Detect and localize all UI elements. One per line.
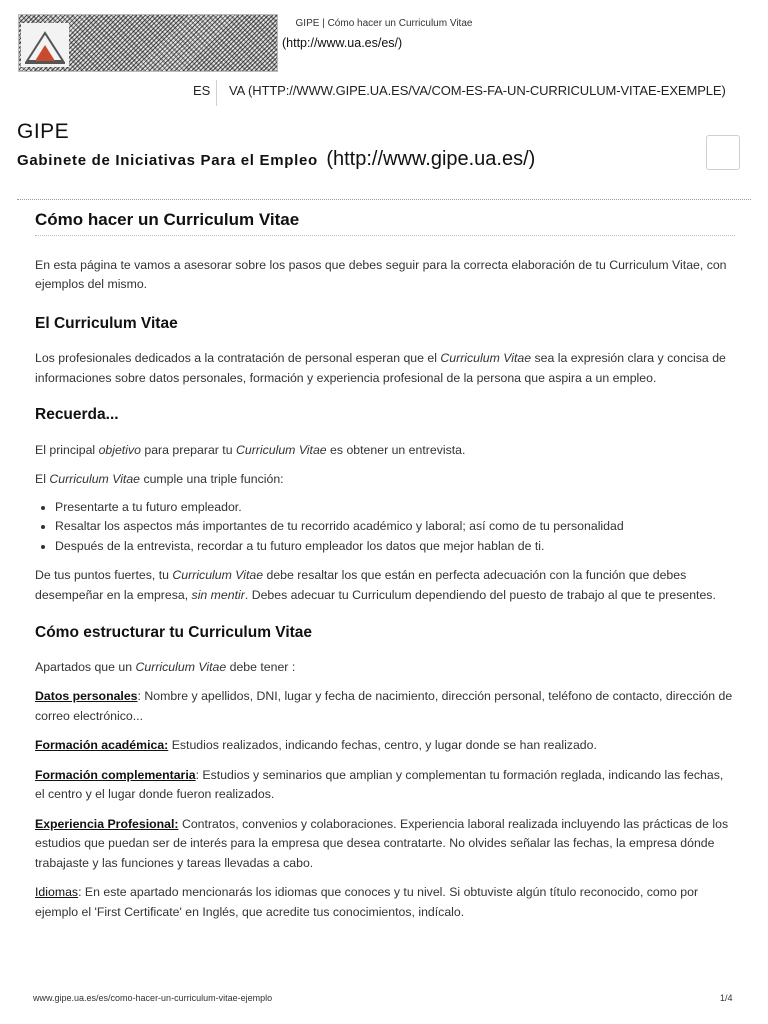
item-sep: : [78, 885, 82, 899]
article-title: Cómo hacer un Curriculum Vitae [35, 208, 735, 236]
text: debe resaltar los que están en perfecta adecuación con la función que debes desempeñar en la empresa, [35, 568, 687, 602]
item-key: Formación complementaria [35, 767, 196, 782]
university-logo[interactable] [18, 14, 278, 72]
item-key: Datos personales [35, 689, 138, 703]
section-heading-cv: El Curriculum Vitae [35, 314, 178, 332]
text-em: Curriculum Vitae [172, 568, 264, 582]
item-idiomas [35, 883, 735, 922]
recuerda-paragraph-2 [35, 470, 735, 490]
recuerda-paragraph-3 [35, 566, 735, 605]
site-title[interactable]: GIPE [17, 120, 70, 143]
text: De tus puntos fuertes, tu [35, 568, 173, 582]
text: Apartados que un [35, 659, 136, 674]
section-heading-estructura: Cómo estructurar tu Curriculum Vitae [35, 624, 313, 641]
section-heading-recuerda: Recuerda... [35, 406, 119, 423]
item-sep: : [137, 689, 141, 703]
print-footer [0, 993, 768, 1007]
text-em: sin mentir [191, 587, 245, 602]
site-subtitle-url[interactable]: (http://www.gipe.ua.es/) [326, 148, 536, 170]
function-list [35, 498, 735, 557]
list-item: • Presentarte a tu futuro empleador. [55, 498, 735, 518]
text: para preparar tu [140, 442, 236, 457]
footer-page-number: 1/4 [720, 993, 733, 1003]
item-formacion-academica [35, 736, 735, 756]
item-key: Idiomas [35, 885, 79, 899]
list-item: • Después de la entrevista, recordar a tu futuro empleador los datos que mejor hablan de ti. [55, 537, 735, 557]
text-em: Curriculum Vitae [49, 472, 141, 486]
lang-separator [216, 80, 217, 106]
text-em: objetivo [98, 442, 141, 457]
item-text: Contratos, convenios y colaboraciones. Experiencia laboral realizada incluyendo las prácticas de los estudios que puedan ser de interés para la empresa que desea contratarte. No olvides señalar las fechas, la empresa dónde trabajaste y las funciones y tareas llevadas a cabo. [35, 816, 729, 870]
item-text: En este apartado mencionarás los idiomas que conoces y tu nivel. Si obtuviste algún título reconocido, como por ejemplo el 'First Certificate' en Inglés, que acredite tus conocimientos, indícalo. [35, 885, 699, 919]
site-subtitle[interactable] [17, 148, 535, 171]
lang-va-link[interactable]: VA (HTTP://WWW.GIPE.UA.ES/VA/COM-ES-FA-UN-CURRICULUM-VITAE-EXEMPLE) [229, 83, 726, 98]
text: . Debes adecuar tu Curriculum dependiendo del puesto de trabajo al que te presentes. [244, 587, 716, 602]
item-text: Estudios y seminarios que amplian y complementan tu formación reglada, indicando las fechas, el centro y el lugar donde fueron realizados. [35, 767, 724, 801]
item-key: Formación académica: [35, 738, 169, 752]
item-experiencia-profesional [35, 815, 735, 874]
logo-link[interactable]: (http://www.ua.es/es/) [282, 36, 403, 50]
text-em: Curriculum Vitae [440, 351, 532, 365]
item-text: Estudios realizados, indicando fechas, centro, y lugar donde se han realizado. [168, 738, 597, 752]
logo-mark-icon [21, 23, 69, 67]
text: El [35, 472, 50, 486]
lang-es-link[interactable]: ES [193, 83, 211, 98]
article-intro: En esta página te vamos a asesorar sobre los pasos que debes seguir para la correcta elaboración de tu Curriculum Vitae, con ejemplos del mismo. [35, 257, 727, 291]
recuerda-paragraph-1 [35, 441, 735, 461]
list-item: • Resaltar los aspectos más importantes de tu recorrido académico y laboral; así como de tu personalidad [55, 517, 735, 537]
item-text: Nombre y apellidos, DNI, lugar y fecha de nacimiento, dirección personal, teléfono de contacto, dirección de correo electrónico... [35, 689, 733, 723]
menu-toggle-button[interactable] [706, 135, 740, 170]
text: El principal [35, 442, 99, 457]
text-em: Curriculum Vitae [135, 659, 227, 674]
text: es obtener un entrevista. [326, 442, 466, 457]
item-sep: : [195, 767, 200, 782]
article [35, 208, 735, 922]
estructura-paragraph [35, 658, 735, 678]
section-cv-paragraph [35, 349, 735, 388]
footer-url: www.gipe.ua.es/es/como-hacer-un-curriculum-vitae-ejemplo [33, 993, 273, 1003]
item-datos-personales [35, 687, 735, 726]
text-em: Curriculum Vitae [235, 442, 327, 457]
text: sea la expresión clara y concisa de informaciones sobre datos personales, formación y experiencia profesional de la persona que aspira a un empleo. [35, 351, 726, 385]
site-subtitle-text: Gabinete de Iniciativas Para el Empleo [17, 152, 318, 169]
text: Los profesionales dedicados a la contratación de personal esperan que el [35, 351, 441, 365]
item-key: Experiencia Profesional: [35, 816, 179, 831]
language-bar [0, 83, 768, 103]
print-page-title: GIPE | Cómo hacer un Curriculum Vitae [295, 18, 473, 29]
header-divider [17, 199, 751, 200]
text: cumple una triple función: [140, 472, 284, 486]
item-formacion-complementaria [35, 766, 735, 805]
text: debe tener : [226, 659, 296, 674]
